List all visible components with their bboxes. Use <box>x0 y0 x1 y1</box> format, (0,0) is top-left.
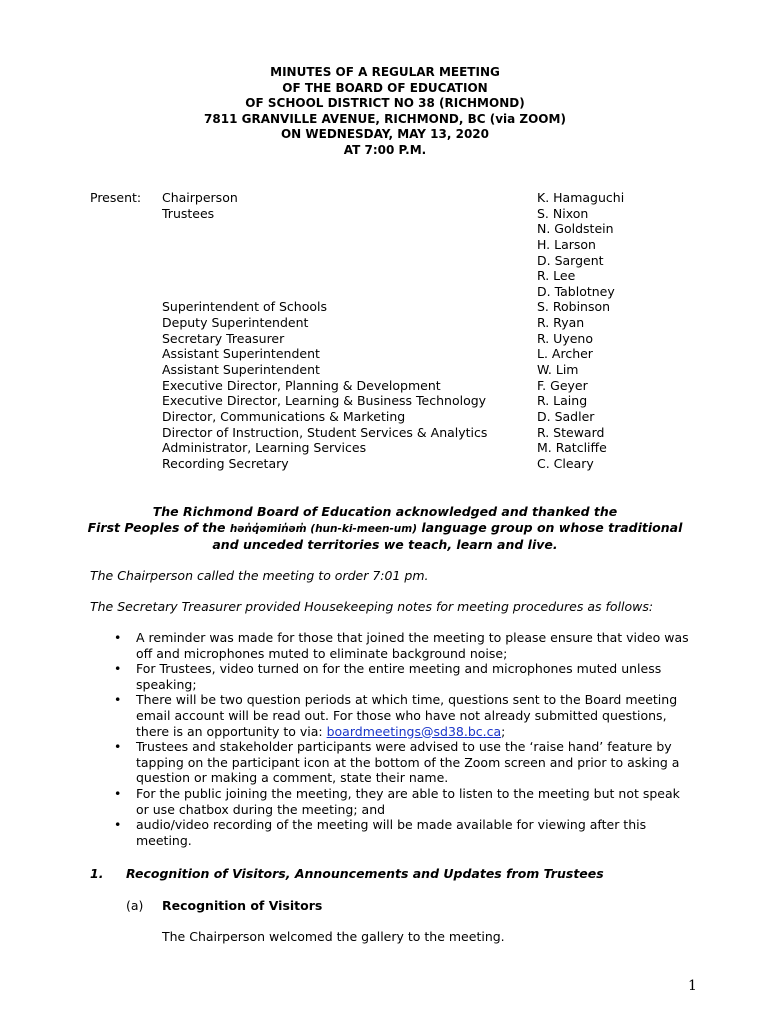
title-line-6: AT 7:00 P.M. <box>343 142 427 157</box>
section-title: Recognition of Visitors, Announcements and Updates from Trustees <box>126 866 604 881</box>
housekeeping-list <box>114 630 714 848</box>
language-name: hən̓q̓əmin̓əm̓ (hun-ki-meen-um) <box>229 523 418 536</box>
attendee-name: R. Lee <box>537 268 576 284</box>
list-item-line: speaking; <box>136 676 197 692</box>
list-item-line: For the public joining the meeting, they are able to listen to the meeting but not speak <box>136 785 680 801</box>
title-line-5: ON WEDNESDAY, MAY 13, 2020 <box>280 127 490 142</box>
role-item: Executive Director, Learning & Business Technology <box>162 393 487 409</box>
list-item-line: off and microphones muted to eliminate background noise; <box>136 645 508 661</box>
role-item: Recording Secretary <box>162 455 289 471</box>
role-item: Assistant Superintendent <box>162 362 320 378</box>
list-item <box>114 739 714 786</box>
attendee-name: R. Steward <box>537 424 605 440</box>
section-number: 1. <box>90 866 104 881</box>
attendee-name: N. Goldstein <box>537 221 614 237</box>
attendee-name: F. Geyer <box>537 377 588 393</box>
attendee-name: L. Archer <box>537 346 593 362</box>
ack-line-2-c: language group on whose traditional <box>417 520 683 536</box>
list-item-text: there is an opportunity to via: <box>136 723 327 739</box>
attendee-name: C. Cleary <box>537 455 594 471</box>
role-item: Deputy Superintendent <box>162 315 309 331</box>
role-chairperson: Chairperson <box>162 190 238 205</box>
list-item-line: audio/video recording of the meeting will be made available for viewing after this <box>136 817 647 833</box>
attendee-name: D. Sadler <box>537 408 595 424</box>
attendee-name: R. Ryan <box>537 315 585 331</box>
role-item: Executive Director, Planning & Development <box>162 377 441 393</box>
list-item-line <box>136 724 714 740</box>
role-trustees: Trustees <box>162 205 215 221</box>
role-item: Assistant Superintendent <box>162 346 320 362</box>
list-item-line: or use chatbox during the meeting; and <box>136 801 386 817</box>
title-line-4: 7811 GRANVILLE AVENUE, RICHMOND, BC (via ZOOM) <box>204 111 566 126</box>
role-item: Administrator, Learning Services <box>162 440 367 456</box>
list-item-line: For Trustees, video turned on for the entire meeting and microphones muted unless <box>136 661 662 677</box>
attendee-name: D. Tablotney <box>537 283 615 299</box>
title-line-3: OF SCHOOL DISTRICT NO 38 (RICHMOND) <box>245 96 525 111</box>
subsection-title: Recognition of Visitors <box>162 898 323 913</box>
page-number: 1 <box>688 978 697 994</box>
list-item <box>114 786 714 817</box>
call-to-order-text: The Chairperson called the meeting to order 7:01 pm. <box>90 568 429 583</box>
ack-line-3: and unceded territories we teach, learn and live. <box>212 537 558 553</box>
bullet-icon: • <box>114 692 122 708</box>
attendee-name: S. Robinson <box>537 299 611 315</box>
attendee-name: R. Laing <box>537 393 588 409</box>
attendance-names <box>537 190 624 472</box>
list-item-line: A reminder was made for those that joined the meeting to please ensure that video was <box>136 630 689 645</box>
list-item <box>114 692 714 739</box>
attendance-roles <box>162 190 487 472</box>
role-item: Secretary Treasurer <box>162 330 285 346</box>
bullet-icon: • <box>114 817 122 833</box>
attendee-name: D. Sargent <box>537 252 604 268</box>
meeting-title <box>0 65 770 159</box>
list-item <box>114 661 714 692</box>
attendee-name: M. Ratcliffe <box>537 440 607 456</box>
attendee-name: K. Hamaguchi <box>537 190 625 205</box>
ack-line-1: The Richmond Board of Education acknowledged and thanked the <box>152 504 618 519</box>
subsection-text: The Chairperson welcomed the gallery to the meeting. <box>162 929 505 944</box>
attendee-name: W. Lim <box>537 362 579 378</box>
email-link[interactable]: boardmeetings@sd38.bc.ca <box>326 723 502 739</box>
list-item-line: There will be two question periods at which time, questions sent to the Board meeting <box>136 692 678 708</box>
bullet-icon: • <box>114 785 122 801</box>
role-item: Director of Instruction, Student Services & Analytics <box>162 424 488 440</box>
ack-line-2-a: First Peoples of the <box>87 520 230 536</box>
bullet-icon: • <box>114 661 122 677</box>
list-item-line: tapping on the participant icon at the bottom of the Zoom screen and prior to asking a <box>136 754 680 770</box>
land-acknowledgement <box>0 504 770 554</box>
title-line-1: MINUTES OF A REGULAR MEETING <box>270 65 500 79</box>
list-item-line: question or making a comment, state their name. <box>136 770 449 786</box>
list-item-line: email account will be read out. For those who have not already submitted questions, <box>136 707 667 723</box>
list-item-line: Trustees and stakeholder participants were advised to use the ‘raise hand’ feature by <box>136 739 672 755</box>
subsection-label: (a) <box>126 898 144 913</box>
housekeeping-intro: The Secretary Treasurer provided Housekeeping notes for meeting procedures as follows: <box>90 599 654 614</box>
list-item-line: meeting. <box>136 832 192 848</box>
role-item: Director, Communications & Marketing <box>162 408 406 424</box>
attendee-name: R. Uyeno <box>537 330 593 346</box>
title-line-2: OF THE BOARD OF EDUCATION <box>282 80 488 95</box>
bullet-icon: • <box>114 739 122 755</box>
list-item <box>114 630 714 661</box>
ack-line-2 <box>0 520 770 537</box>
present-label: Present: <box>90 190 142 205</box>
role-item: Superintendent of Schools <box>162 299 327 315</box>
list-item <box>114 817 714 848</box>
attendee-name: S. Nixon <box>537 205 589 221</box>
list-item-text: ; <box>501 723 506 739</box>
bullet-icon: • <box>114 630 122 645</box>
attendee-name: H. Larson <box>537 236 596 252</box>
